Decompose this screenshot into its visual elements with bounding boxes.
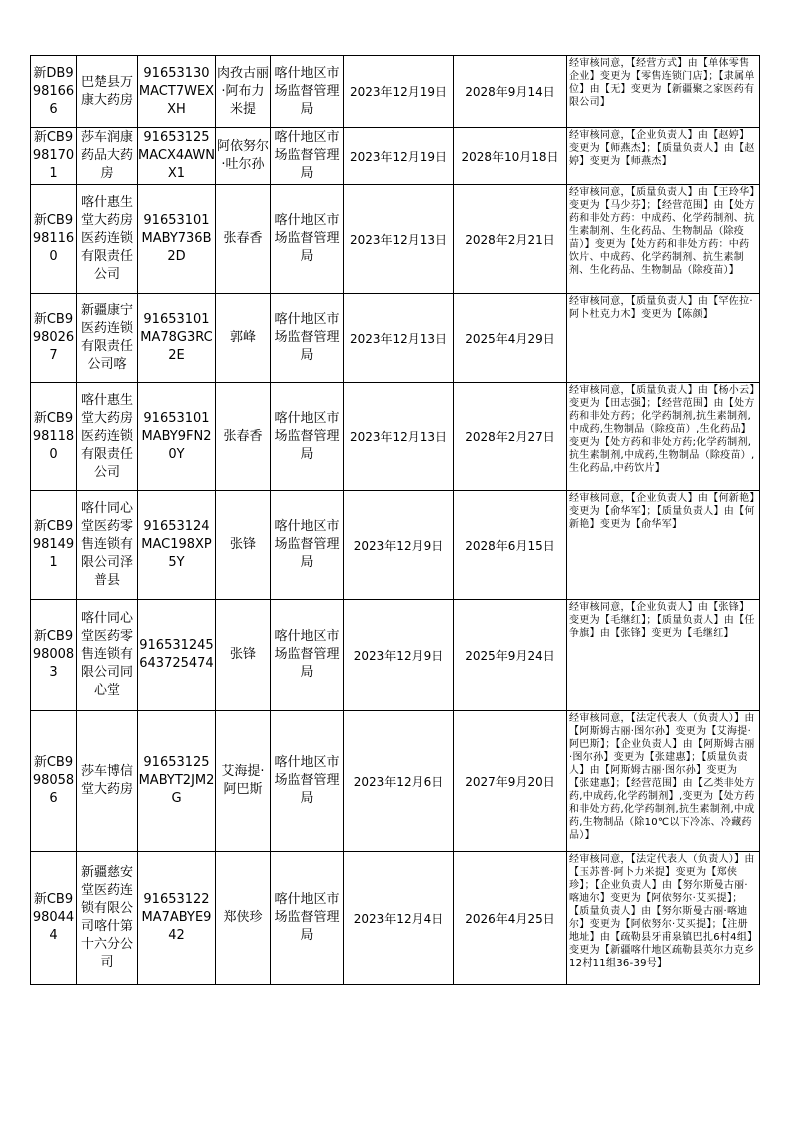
cell-company-name: [77, 294, 138, 383]
cell-issue-date: [344, 56, 454, 128]
cell-remark-text: 经审核同意，【企业负责人】由【赵婷】变更为【师燕杰】；【质量负责人】由【赵婷】变更为【师燕杰】: [569, 130, 755, 167]
license-change-table: [30, 55, 760, 985]
table-body: [31, 56, 760, 985]
cell-expiry-date: [454, 383, 567, 491]
cell-expiry-date-text: 2025年4月29日: [465, 331, 555, 346]
cell-issue-date-text: 2023年12月6日: [353, 774, 444, 789]
cell-license-no-text: 新CB9980586: [32, 755, 75, 806]
cell-expiry-date: [454, 128, 567, 185]
cell-credit-code-text: 91653124MAC198XP5Y: [141, 519, 212, 570]
cell-license-no-text: 新CB9980444: [32, 892, 75, 943]
cell-license-no-text: 新DB9981666: [32, 65, 75, 117]
cell-authority: [271, 185, 344, 294]
table-row: [31, 185, 760, 294]
cell-expiry-date: [454, 294, 567, 383]
cell-license-no: [31, 128, 77, 185]
cell-credit-code: [138, 852, 216, 985]
cell-expiry-date-text: 2026年4月25日: [465, 911, 555, 926]
cell-legal-person-text: 张春香: [223, 231, 263, 246]
cell-license-no: [31, 56, 77, 128]
cell-issue-date-text: 2023年12月9日: [353, 648, 444, 663]
cell-authority-text: 喀什地区市场监督管理局: [274, 213, 340, 264]
cell-remark: [567, 491, 760, 600]
cell-company-name: [77, 852, 138, 985]
cell-credit-code-text: 91653125MABYT2JM2G: [138, 755, 215, 806]
cell-expiry-date: [454, 711, 567, 852]
table-row: [31, 56, 760, 128]
cell-authority: [271, 491, 344, 600]
cell-expiry-date-text: 2028年2月27日: [465, 430, 555, 444]
cell-legal-person-text: 郑侠珍: [223, 910, 263, 925]
cell-legal-person-text: 阿依努尔·吐尔孙: [216, 139, 269, 172]
cell-credit-code-text: 91653122MA7ABYE942: [141, 892, 212, 943]
cell-authority: [271, 383, 344, 491]
cell-remark-text: 经审核同意，【质量负责人】由【杨小云】变更为【田志强】；【经营范围】由【处方药和非处方药；化学药制剂,抗生素制剂,中成药,生物制品（除疫苗）,生化药品】变更为【处方药和非处方药;化学药制剂,抗生素制剂,中成药,生物制品（除疫苗）,生化药品,中药饮片】: [569, 385, 755, 474]
cell-remark: [567, 852, 760, 985]
cell-legal-person-text: 郭峰: [229, 330, 256, 345]
cell-expiry-date: [454, 491, 567, 600]
cell-license-no: [31, 185, 77, 294]
cell-authority-text: 喀什地区市场监督管理局: [274, 130, 340, 181]
cell-remark: [567, 600, 760, 711]
cell-credit-code-text: 916531245643725474: [139, 638, 214, 671]
cell-company-name: [77, 711, 138, 852]
cell-authority: [271, 852, 344, 985]
cell-expiry-date-text: 2025年9月24日: [465, 648, 555, 663]
cell-expiry-date: [454, 56, 567, 128]
cell-credit-code-text: 91653101MA78G3RC2E: [140, 312, 213, 363]
cell-authority: [271, 600, 344, 711]
cell-company-name: [77, 600, 138, 711]
cell-legal-person: [216, 56, 271, 128]
table-row: [31, 491, 760, 600]
cell-issue-date: [344, 128, 454, 185]
cell-expiry-date: [454, 600, 567, 711]
cell-expiry-date-text: 2028年6月15日: [465, 538, 555, 553]
cell-expiry-date: [454, 852, 567, 985]
cell-company-name: [77, 128, 138, 185]
cell-credit-code: [138, 56, 216, 128]
cell-issue-date-text: 2023年12月19日: [349, 149, 448, 164]
cell-remark: [567, 185, 760, 294]
cell-issue-date-text: 2023年12月4日: [353, 911, 444, 926]
cell-remark-text: 经审核同意，【企业负责人】由【何新艳】变更为【俞华军】；【质量负责人】由【何新艳】变更为【俞华军】: [569, 493, 755, 530]
cell-credit-code: [138, 294, 216, 383]
cell-credit-code: [138, 383, 216, 491]
cell-authority-text: 喀什地区市场监督管理局: [274, 892, 340, 943]
cell-company-name-text: 新疆康宁医药连锁有限责任公司喀: [80, 303, 133, 372]
cell-legal-person: [216, 711, 271, 852]
cell-remark: [567, 294, 760, 383]
cell-authority-text: 喀什地区市场监督管理局: [274, 410, 340, 462]
cell-credit-code-text: 91653101MABY736B2D: [141, 213, 212, 264]
cell-license-no-text: 新CB9981701: [32, 130, 75, 181]
cell-authority: [271, 128, 344, 185]
cell-issue-date: [344, 852, 454, 985]
cell-remark-text: 经审核同意，【质量负责人】由【王玲华】变更为【马少芬】；【经营范围】由【处方药和非处方药：中成药、化学药制剂、抗生素制剂、生化药品、生物制品（除疫苗）】变更为【处方药和非处方药：中药饮片、中成药、化学药制剂、抗生素制剂、生化药品、生物制品（除疫苗）】: [569, 187, 755, 276]
cell-license-no: [31, 491, 77, 600]
cell-expiry-date: [454, 185, 567, 294]
table-row: [31, 600, 760, 711]
table-row: [31, 711, 760, 852]
cell-remark: [567, 711, 760, 852]
cell-license-no-text: 新CB9980267: [32, 312, 75, 363]
cell-issue-date: [344, 383, 454, 491]
cell-credit-code-text: 91653130MACT7WEXXH: [138, 65, 215, 117]
cell-credit-code: [138, 128, 216, 185]
cell-remark: [567, 56, 760, 128]
cell-authority-text: 喀什地区市场监督管理局: [274, 65, 340, 117]
cell-remark-text: 经审核同意，【企业负责人】由【张锋】变更为【毛继红】；【质量负责人】由【任争旗】由【张锋】变更为【毛继红】: [569, 602, 755, 639]
cell-legal-person: [216, 128, 271, 185]
cell-credit-code: [138, 185, 216, 294]
cell-legal-person: [216, 185, 271, 294]
cell-license-no: [31, 600, 77, 711]
cell-authority: [271, 294, 344, 383]
cell-company-name-text: 巴楚县万康大药房: [80, 74, 133, 108]
cell-authority-text: 喀什地区市场监督管理局: [274, 312, 340, 363]
cell-credit-code: [138, 600, 216, 711]
cell-remark-text: 经审核同意，【质量负责人】由【罕佐拉·阿卜杜克力木】变更为【陈颜】: [569, 296, 753, 320]
cell-license-no-text: 新CB9981160: [32, 213, 75, 264]
cell-company-name-text: 喀什惠生堂大药房医药连锁有限责任公司: [80, 392, 133, 480]
table-row: [31, 128, 760, 185]
cell-legal-person: [216, 852, 271, 985]
cell-issue-date-text: 2023年12月13日: [349, 430, 448, 444]
cell-legal-person: [216, 600, 271, 711]
cell-company-name: [77, 383, 138, 491]
cell-legal-person-text: 张锋: [229, 537, 256, 552]
cell-company-name: [77, 491, 138, 600]
cell-issue-date-text: 2023年12月13日: [349, 331, 448, 346]
cell-issue-date-text: 2023年12月9日: [353, 538, 444, 553]
cell-license-no: [31, 383, 77, 491]
cell-license-no: [31, 711, 77, 852]
table-row: [31, 383, 760, 491]
cell-legal-person: [216, 491, 271, 600]
cell-company-name-text: 喀什同心堂医药零售连锁有限公司泽普县: [80, 501, 133, 588]
cell-legal-person-text: 肉孜古丽·阿布力米提: [216, 65, 269, 117]
cell-legal-person-text: 艾海提·阿巴斯: [221, 764, 265, 797]
cell-remark-text: 经审核同意，【法定代表人（负责人）】由【阿斯姆古丽·图尔孙】变更为【艾海提·阿巴斯】；【企业负责人】由【阿斯姆古丽·图尔孙】变更为【张建惠】；【质量负责人】由【阿斯姆古丽·图尔孙】变更为【张建惠】；【经营范围】由【乙类非处方药,中成药,化学药制剂】,变更为【处方药和非处方药,化学药制剂,抗生素制剂,中成药,生物制品（除10℃以下冷冻、冷藏药品）】: [569, 713, 755, 841]
cell-authority: [271, 711, 344, 852]
cell-expiry-date-text: 2028年9月14日: [465, 85, 555, 99]
cell-remark-text: 经审核同意，【法定代表人（负责人）】由【玉苏普·阿卜力米提】变更为【郑侠珍】；【企业负责人】由【努尔斯曼古丽·喀迪尔】变更为【阿依努尔·艾买提】；【质量负责人】由【努尔斯曼古丽·喀迪尔】变更为【阿依努尔·艾买提】；【注册地址】由【疏勒县牙甫泉镇巴扎6村4组】变更为【新疆喀什地区疏勒县英尔力克乡12村11组36-39号】: [569, 854, 755, 969]
cell-company-name-text: 喀什惠生堂大药房医药连锁有限责任公司: [80, 195, 133, 282]
cell-authority-text: 喀什地区市场监督管理局: [274, 755, 340, 806]
cell-company-name-text: 莎车润康药品大药房: [80, 130, 133, 181]
cell-legal-person-text: 张锋: [229, 647, 256, 662]
cell-credit-code: [138, 491, 216, 600]
cell-authority-text: 喀什地区市场监督管理局: [274, 629, 340, 680]
cell-license-no: [31, 852, 77, 985]
cell-expiry-date-text: 2027年9月20日: [465, 774, 555, 789]
cell-legal-person: [216, 294, 271, 383]
cell-credit-code-text: 91653125MACX4AWNX1: [138, 130, 215, 181]
cell-license-no-text: 新CB9981180: [32, 410, 75, 462]
cell-remark-text: 经审核同意，【经营方式】由【单体零售企业】变更为【零售连锁门店】；【隶属单位】由【无】变更为【新疆聚之家医药有限公司】: [569, 58, 755, 108]
cell-issue-date: [344, 491, 454, 600]
table-row: [31, 852, 760, 985]
cell-company-name-text: 新疆慈安堂医药连锁有限公司喀什第十六分公司: [80, 865, 133, 970]
cell-credit-code: [138, 711, 216, 852]
cell-license-no: [31, 294, 77, 383]
table-row: [31, 294, 760, 383]
cell-issue-date-text: 2023年12月19日: [349, 85, 448, 99]
cell-license-no-text: 新CB9981491: [32, 519, 75, 570]
cell-issue-date: [344, 600, 454, 711]
cell-company-name-text: 莎车博信堂大药房: [80, 764, 133, 797]
cell-issue-date: [344, 185, 454, 294]
cell-company-name-text: 喀什同心堂医药零售连锁有限公司同心堂: [80, 611, 133, 698]
cell-company-name: [77, 56, 138, 128]
cell-company-name: [77, 185, 138, 294]
cell-legal-person-text: 张春香: [223, 428, 263, 444]
cell-license-no-text: 新CB9980083: [32, 629, 75, 680]
cell-issue-date: [344, 711, 454, 852]
cell-remark: [567, 128, 760, 185]
cell-legal-person: [216, 383, 271, 491]
cell-authority: [271, 56, 344, 128]
cell-remark: [567, 383, 760, 491]
cell-issue-date-text: 2023年12月13日: [349, 232, 448, 247]
cell-expiry-date-text: 2028年10月18日: [461, 149, 559, 164]
cell-authority-text: 喀什地区市场监督管理局: [274, 519, 340, 570]
cell-credit-code-text: 91653101MABY9FN20Y: [141, 410, 212, 462]
cell-issue-date: [344, 294, 454, 383]
cell-expiry-date-text: 2028年2月21日: [465, 232, 555, 247]
